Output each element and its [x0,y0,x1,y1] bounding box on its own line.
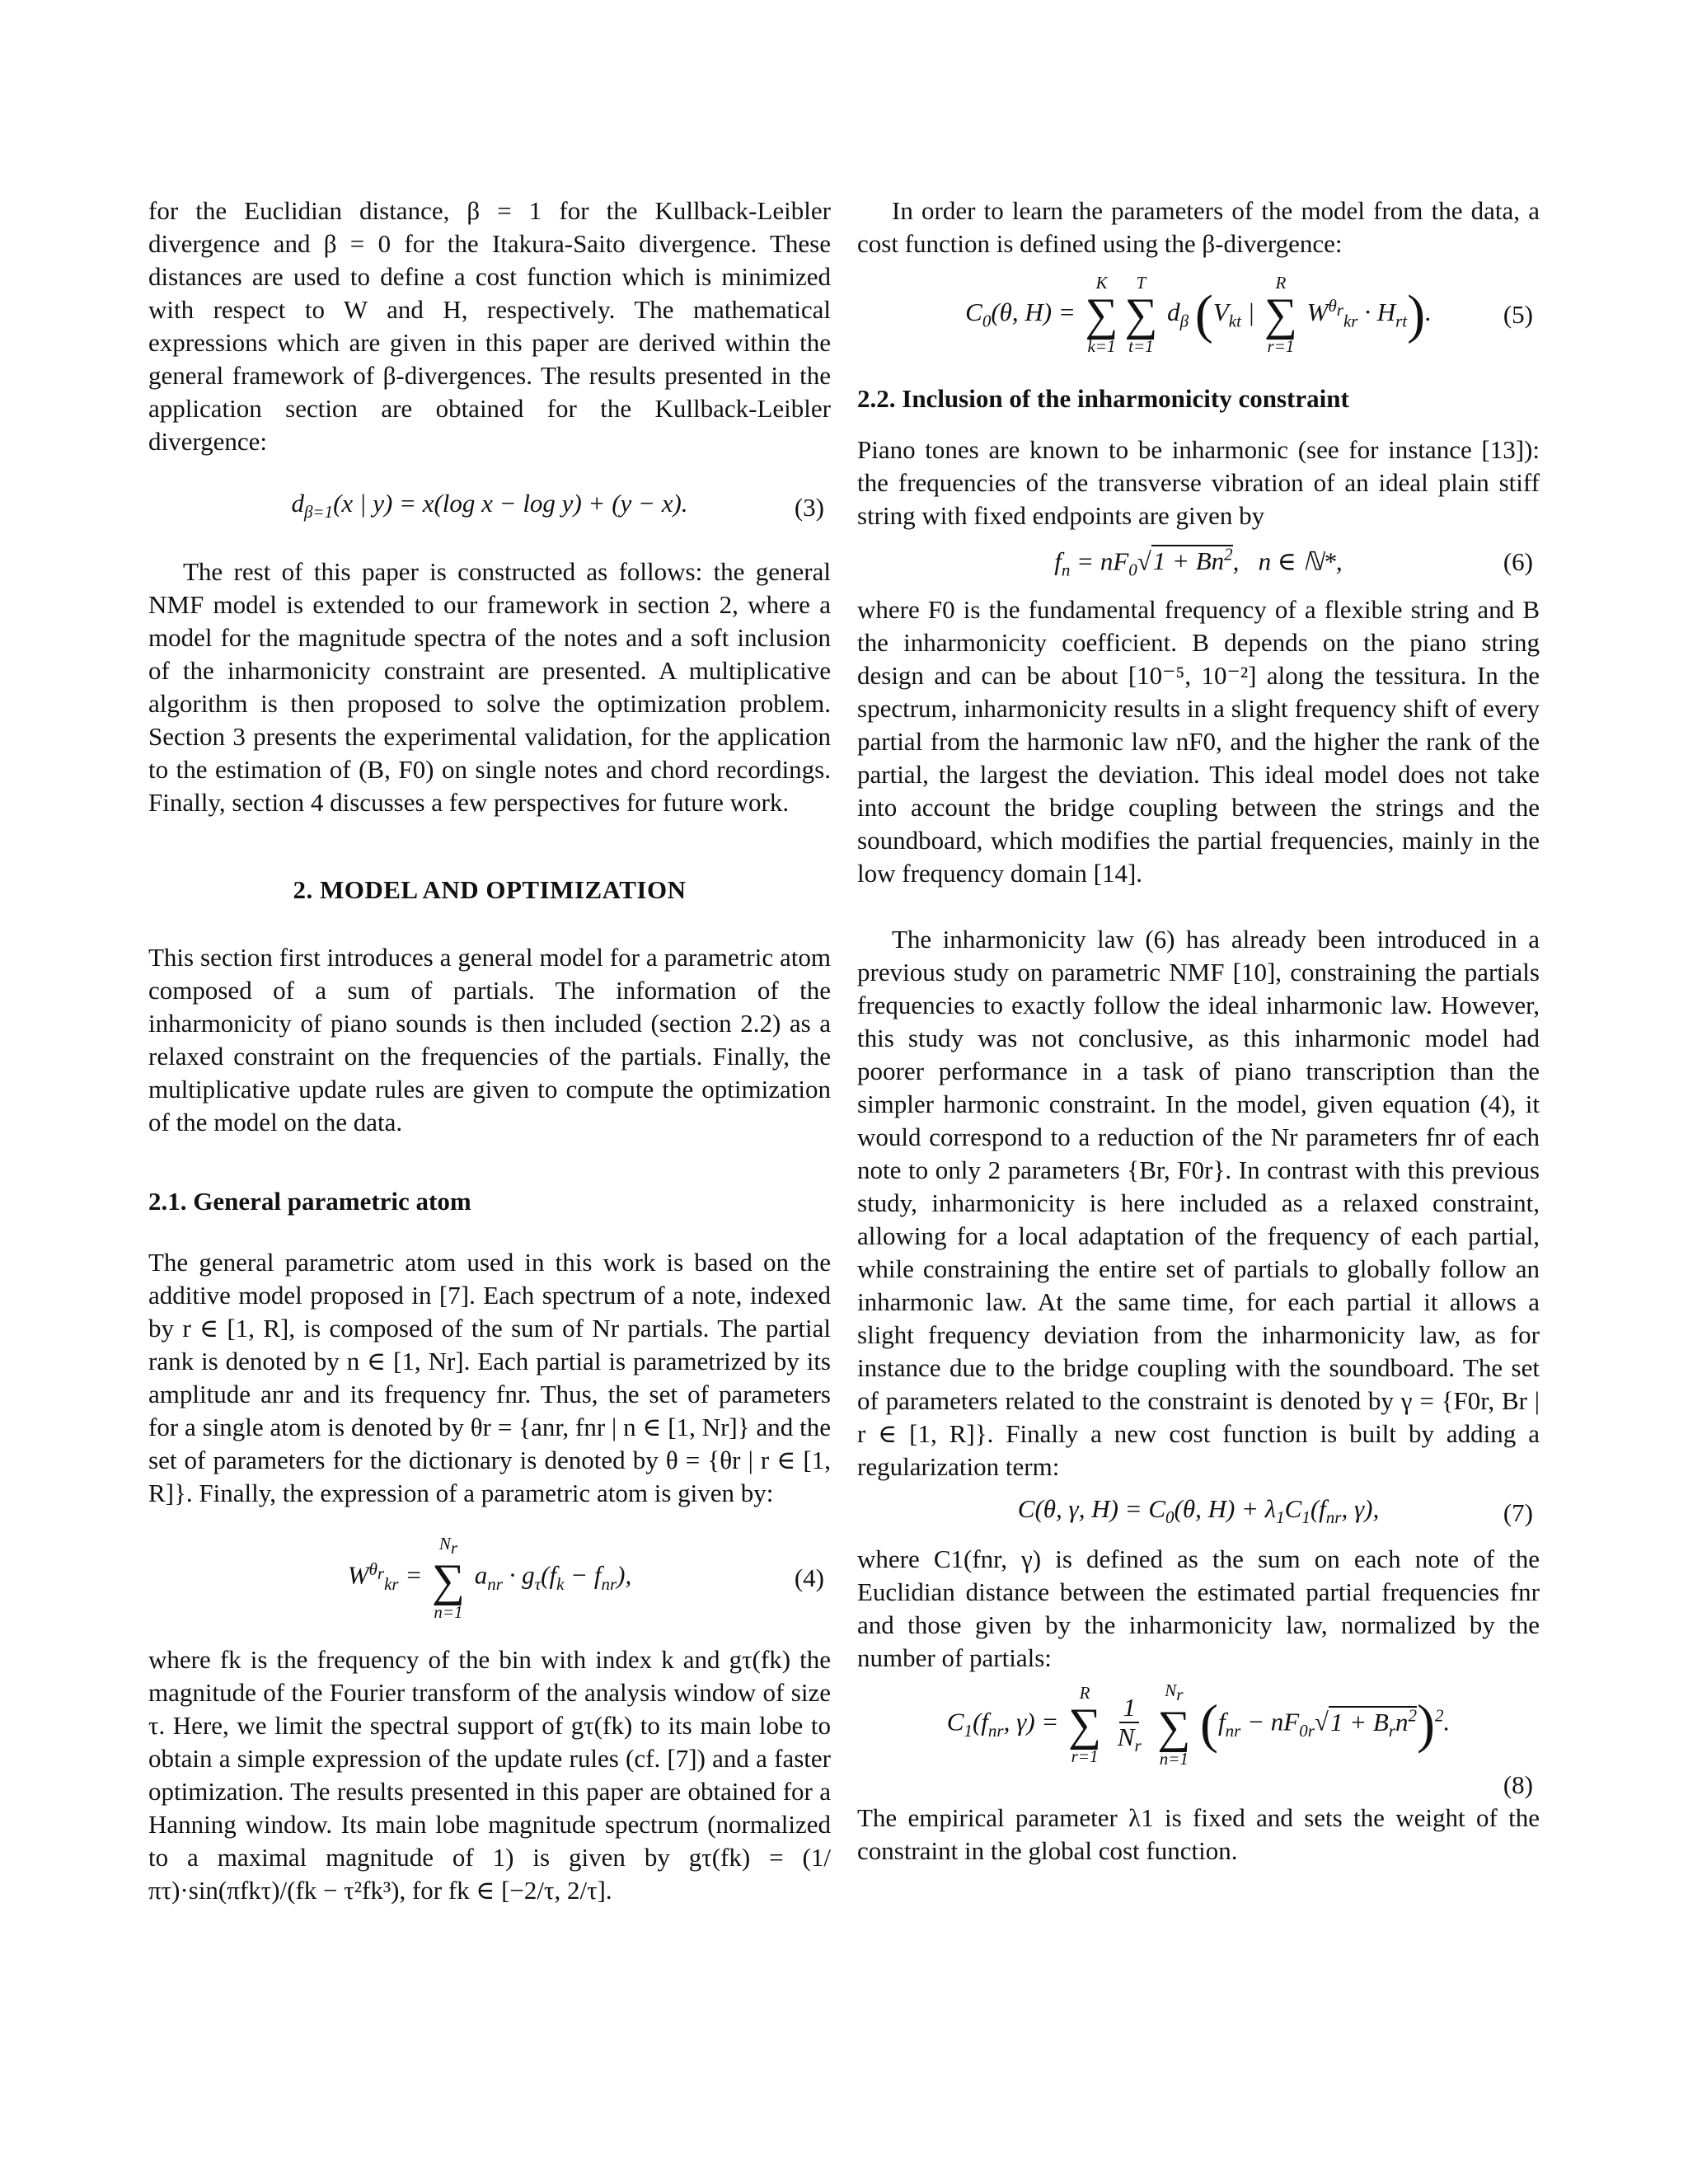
equation-7 [857,1487,1540,1540]
paragraph: In order to learn the parameters of the model from the data, a cost function is defined using the β-divergence: [857,196,1540,258]
subsection-heading: 2.1. General parametric atom [148,1187,471,1216]
paragraph: Piano tones are known to be inharmonic (see for instance [13]): the frequencies of the transverse vibration of an ideal plain stiff string with fixed endpoints are given by [857,435,1540,530]
paragraph: where F0 is the fundamental frequency of a flexible string and B the inharmonicity coefficient. B depends on the piano string design and can be about [10⁻⁵, 10⁻²] along the tessitura. In the spectrum, inharmonicity results in a slight frequency shift of every partial from the harmonic law nF0, and the higher the rank of the partial, the largest the deviation. This ideal model does not take into account the bridge coupling between the strings and the soundboard, which modifies the partial frequencies, mainly in the low frequency domain [14]. [857,595,1540,888]
equation-body: $C_0(\theta$, H) = K ∑ k=1 T ∑ t=1 $d_\beta$ ($V_{kt}$ | R ∑ r=1 $W^{\theta_r}_{kr} \cdot H_{rt}$). [965,273,1432,356]
equation-8 [857,1678,1540,1802]
equation-4 [148,1525,831,1632]
equation-3 [148,470,831,546]
equation-number: (6) [1503,547,1533,576]
equation-number: (8) [1503,1770,1533,1799]
paragraph: where fk is the frequency of the bin with index k and gτ(fk) the magnitude of the Fourier transform of the analysis window of size τ. Here, we limit the spectral support of gτ(fk) to its main lobe to obtain a simple expression of the update rules (cf. [7]) and a faster optimization. The results presented in this paper are obtained for a Hanning window. Its main lobe magnitude spectrum (normalized to a maximal magnitude of 1) is given by gτ(fk) = (1/πτ)·sin(πfkτ)/(fk − τ²fk³), for fk ∈ [−2/τ, 2/τ]. [148,1645,831,1905]
subsection-heading: 2.2. Inclusion of the inharmonicity constraint [857,384,1349,413]
equation-number: (3) [794,493,824,522]
paragraph: The rest of this paper is constructed as follows: the general NMF model is extended to our framework in section 2, where a model for the magnitude spectra of the notes and a soft inclusion of the inharmonicity constraint are presented. A multiplicative algorithm is then proposed to solve the optimization problem. Section 3 presents the experimental validation, for the application to the estimation of (B, F0) on single notes and chord recordings. Finally, section 4 discusses a few perspectives for future work. [148,557,831,817]
paragraph: This section first introduces a general model for a parametric atom composed of a sum of partials. The information of the inharmonicity of piano sounds is then included (section 2.2) as a relaxed constraint on the frequencies of the partials. Finally, the multiplicative update rules are given to compute the optimization of the model on the data. [148,943,831,1137]
right-column [857,194,1540,1868]
equation-body: C(θ, γ, $H) = C_0(\theta$, $H) + \lambda_1C_1(f_{nr}$, γ), [1017,1493,1380,1528]
equation-body: $W^{\theta_r}_{kr}$ = $N_r$ ∑ n=1 $a_{nr} \cdot g_\tau(f_k - f_{nr})$, [347,1534,632,1622]
left-column [148,194,831,1907]
paragraph: where C1(fnr, γ) is defined as the sum on each note of the Euclidian distance between the estimated partial frequencies fnr and those given by the inharmonicity law, normalized by the number of partials: [857,1544,1540,1672]
equation-number: (4) [794,1563,824,1592]
equation-body: $d_{\beta=1}(x$ | y) = x(log x − log y) + (y − x). [291,488,688,523]
equation-body: $C_1(f_{nr}$, γ) = R ∑ r=1 $\frac{1}{N_r}$ $N_r$ ∑ n=1 $(f_{nr} - nF_{0r}√1 + B_rn^2)^2$. [946,1680,1451,1769]
paragraph: The general parametric atom used in this work is based on the additive model proposed in [7]. Each spectrum of a note, indexed by r ∈ [1, R], is composed of the sum of Nr partials. The partial rank is denoted by n ∈ [1, Nr]. Each partial is parametrized by its amplitude anr and its frequency fnr. Thus, the set of parameters for a single atom is denoted by θr = {anr, fnr | n ∈ [1, Nr]} and the set of parameters for the dictionary is denoted by θ = {θr | r ∈ [1, R]}. Finally, the expression of a parametric atom is given by: [148,1248,831,1507]
equation-number: (5) [1503,300,1533,329]
equation-number: (7) [1503,1498,1533,1527]
equation-6 [857,536,1540,588]
paragraph: The inharmonicity law (6) has already been introduced in a previous study on parametric NMF [10], constraining the partials frequencies to exactly follow the ideal inharmonic law. However, this study was not conclusive, as this inharmonic model had poorer performance in a task of piano transcription than the simpler harmonic constraint. In the model, given equation (4), it would correspond to a reduction of the Nr parameters fnr of each note to only 2 parameters {Br, F0r}. In contrast with this previous study, inharmonicity is here included as a relaxed constraint, allowing for a local adaptation of the frequency of each partial, while constraining the entire set of partials to globally follow an inharmonic law. At the same time, for each partial it allows a slight frequency deviation from the inharmonicity law, as for instance due to the bridge coupling with the soundboard. The set of parameters related to the constraint is denoted by γ = {F0r, Br | r ∈ [1, R]}. Finally a new cost function is built by adding a regularization term: [857,925,1540,1481]
paragraph: for the Euclidian distance, β = 1 for the Kullback-Leibler divergence and β = 0 for the Itakura-Saito divergence. These distances are used to define a cost function which is minimized with respect to W and H, respectively. The mathematical expressions which are given in this paper are derived within the general framework of β-divergences. The results presented in the application section are obtained for the Kullback-Leibler divergence: [148,196,831,456]
equation-5 [857,265,1540,364]
paragraph: The empirical parameter λ1 is fixed and sets the weight of the constraint in the global cost function. [857,1803,1540,1865]
equation-body: $f_n = nF_0√1 + Bn^2$, n ∈ ℕ*, [1054,544,1343,580]
section-heading: 2. MODEL AND OPTIMIZATION [293,875,687,904]
